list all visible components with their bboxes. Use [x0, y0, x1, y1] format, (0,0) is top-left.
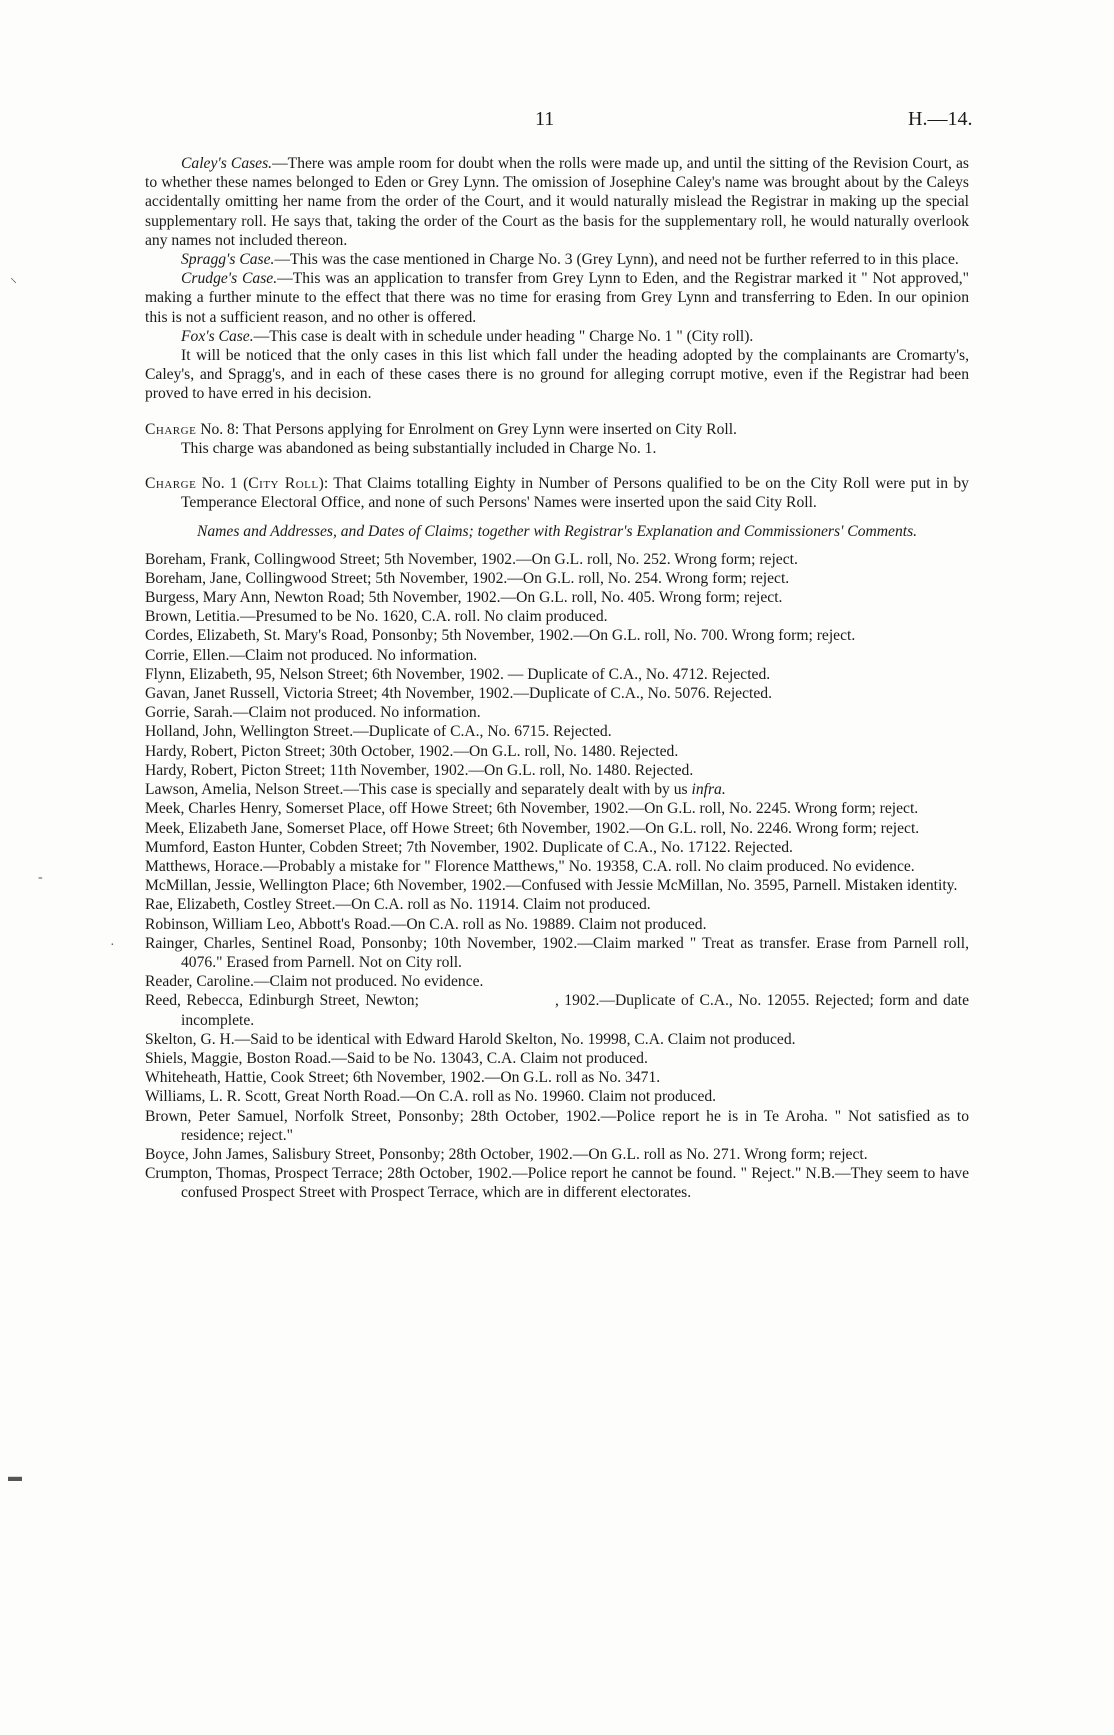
page-number: 11 — [535, 108, 555, 130]
list-item: Matthews, Horace.—Probably a mistake for " Florence Matthews," No. 19358, C.A. roll. No claim produced. No evidence. — [145, 857, 915, 875]
charge-8-note: This charge was abandoned as being substantially included in Charge No. 1. — [181, 439, 657, 457]
document-reference: H.—14. — [908, 108, 973, 130]
charge-8: Charge No. 8: That Persons applying for Enrolment on Grey Lynn were inserted on City Roll. — [145, 420, 737, 438]
paragraph-spragg: Spragg's Case.—This was the case mentioned in Charge No. 3 (Grey Lynn), and need not be further referred to in this place. — [181, 251, 959, 269]
paragraph-crudge: Crudge's Case.—This was an application to transfer from Grey Lynn to Eden, and the Registrar marked it " Not approved," making a further minute to the effect that there was no time for erasing from Grey Lynn and transferring to Eden. In our opinion this is not a sufficient reason, and no other is offered. — [145, 270, 969, 326]
margin-mark: · — [110, 938, 115, 953]
schedule-subheading: Names and Addresses, and Dates of Claims; together with Registrar's Explanation and Commissioners' Comments. — [196, 523, 918, 541]
list-item: Holland, John, Wellington Street.—Duplicate of C.A., No. 6715. Rejected. — [145, 723, 612, 741]
list-item: Meek, Charles Henry, Somerset Place, off Howe Street; 6th November, 1902.—On G.L. roll, No. 2245. Wrong form; reject. — [145, 800, 919, 818]
claims-list — [145, 550, 973, 1203]
list-item: Mumford, Easton Hunter, Cobden Street; 7th November, 1902. Duplicate of C.A., No. 17122. Rejected. — [145, 838, 793, 856]
list-item: Rainger, Charles, Sentinel Road, Ponsonby; 10th November, 1902.—Claim marked " Treat as transfer. Erase from Parnell roll, 4076." Erased from Parnell. Not on City roll. — [145, 934, 969, 971]
list-item: Reader, Caroline.—Claim not produced. No evidence. — [145, 973, 484, 991]
margin-mark: ⸜ — [10, 271, 17, 286]
list-item: Meek, Elizabeth Jane, Somerset Place, off Howe Street; 6th November, 1902.—On G.L. roll, No. 2246. Wrong form; reject. — [145, 819, 920, 837]
list-item: Boyce, John James, Salisbury Street, Ponsonby; 28th October, 1902.—On G.L. roll as No. 271. Wrong form; reject. — [145, 1145, 868, 1163]
margin-mark: ▬ — [8, 1470, 22, 1485]
list-item: McMillan, Jessie, Wellington Place; 6th November, 1902.—Confused with Jessie McMillan, No. 3595, Parnell. Mistaken identity. — [145, 877, 958, 895]
paragraph-fox: Fox's Case.—This case is dealt with in schedule under heading " Charge No. 1 " (City roll). — [181, 327, 754, 345]
list-item: Williams, L. R. Scott, Great North Road.—On C.A. roll as No. 19960. Claim not produced. — [145, 1088, 717, 1106]
list-item: Cordes, Elizabeth, St. Mary's Road, Ponsonby; 5th November, 1902.—On G.L. roll, No. 700. Wrong form; reject. — [145, 627, 856, 645]
list-item: Brown, Peter Samuel, Norfolk Street, Ponsonby; 28th October, 1902.—Police report he is in Te Aroha. " Not satisfied as to residence; reject." — [145, 1107, 969, 1144]
charge-1: Charge No. 1 (City Roll): That Claims totalling Eighty in Number of Persons qualified to be on the City Roll were put in by Temperance Electoral Office, and none of such Persons' Names were inserted upon the said City Roll. — [145, 475, 969, 512]
list-item: Shiels, Maggie, Boston Road.—Said to be No. 13043, C.A. Claim not produced. — [145, 1049, 648, 1067]
margin-mark: - — [38, 870, 43, 885]
list-item: Boreham, Jane, Collingwood Street; 5th November, 1902.—On G.L. roll, No. 254. Wrong form; reject. — [145, 569, 790, 587]
list-item: Brown, Letitia.—Presumed to be No. 1620, C.A. roll. No claim produced. — [145, 608, 608, 626]
list-item: Whiteheath, Hattie, Cook Street; 6th November, 1902.—On G.L. roll as No. 3471. — [145, 1069, 661, 1087]
page-body — [145, 154, 973, 1203]
list-item: Crumpton, Thomas, Prospect Terrace; 28th October, 1902.—Police report he cannot be found. " Reject." N.B.—They seem to have confused Prospect Street with Prospect Terrace, which are in different electorates. — [145, 1165, 969, 1202]
list-item-lawson: Lawson, Amelia, Nelson Street.—This case is specially and separately dealt with by us infra. — [145, 781, 726, 799]
list-item: Burgess, Mary Ann, Newton Road; 5th November, 1902.—On G.L. roll, No. 405. Wrong form; reject. — [145, 589, 783, 607]
list-item: Gorrie, Sarah.—Claim not produced. No information. — [145, 704, 481, 722]
paragraph-caley: Caley's Cases.—There was ample room for doubt when the rolls were made up, and until the sitting of the Revision Court, as to whether these names belonged to Eden or Grey Lynn. The omission of Josephine Caley's name was brought about by the Caleys accidentally omitting her name from the order of the Court, and it would naturally mislead the Registrar in making up the special supplementary roll. He says that, taking the order of the Court as the basis for the supplementary roll, he would naturally overlook any names not included thereon. — [145, 155, 969, 249]
paragraph-summary: It will be noticed that the only cases in this list which fall under the heading adopted by the complainants are Cromarty's, Caley's, and Spragg's, and in each of these cases there is no ground for alleging corrupt motive, even if the Registrar had been proved to have erred in his decision. — [145, 347, 969, 403]
list-item: Hardy, Robert, Picton Street; 30th October, 1902.—On G.L. roll, No. 1480. Rejected. — [145, 742, 679, 760]
list-item: Rae, Elizabeth, Costley Street.—On C.A. roll as No. 11914. Claim not produced. — [145, 896, 651, 914]
list-item: Skelton, G. H.—Said to be identical with Edward Harold Skelton, No. 19998, C.A. Claim not produced. — [145, 1030, 796, 1048]
list-item: Gavan, Janet Russell, Victoria Street; 4th November, 1902.—Duplicate of C.A., No. 5076. Rejected. — [145, 685, 772, 703]
list-item: Flynn, Elizabeth, 95, Nelson Street; 6th November, 1902. — Duplicate of C.A., No. 4712. Rejected. — [145, 665, 771, 683]
list-item: Boreham, Frank, Collingwood Street; 5th November, 1902.—On G.L. roll, No. 252. Wrong form; reject. — [145, 550, 798, 568]
list-item: Reed, Rebecca, Edinburgh Street, Newton; , 1902.—Duplicate of C.A., No. 12055. Rejected; form and date incomplete. — [145, 992, 973, 1029]
list-item: Corrie, Ellen.—Claim not produced. No information. — [145, 646, 478, 664]
list-item: Robinson, William Leo, Abbott's Road.—On C.A. roll as No. 19889. Claim not produced. — [145, 915, 707, 933]
list-item: Hardy, Robert, Picton Street; 11th November, 1902.—On G.L. roll, No. 1480. Rejected. — [145, 761, 694, 779]
